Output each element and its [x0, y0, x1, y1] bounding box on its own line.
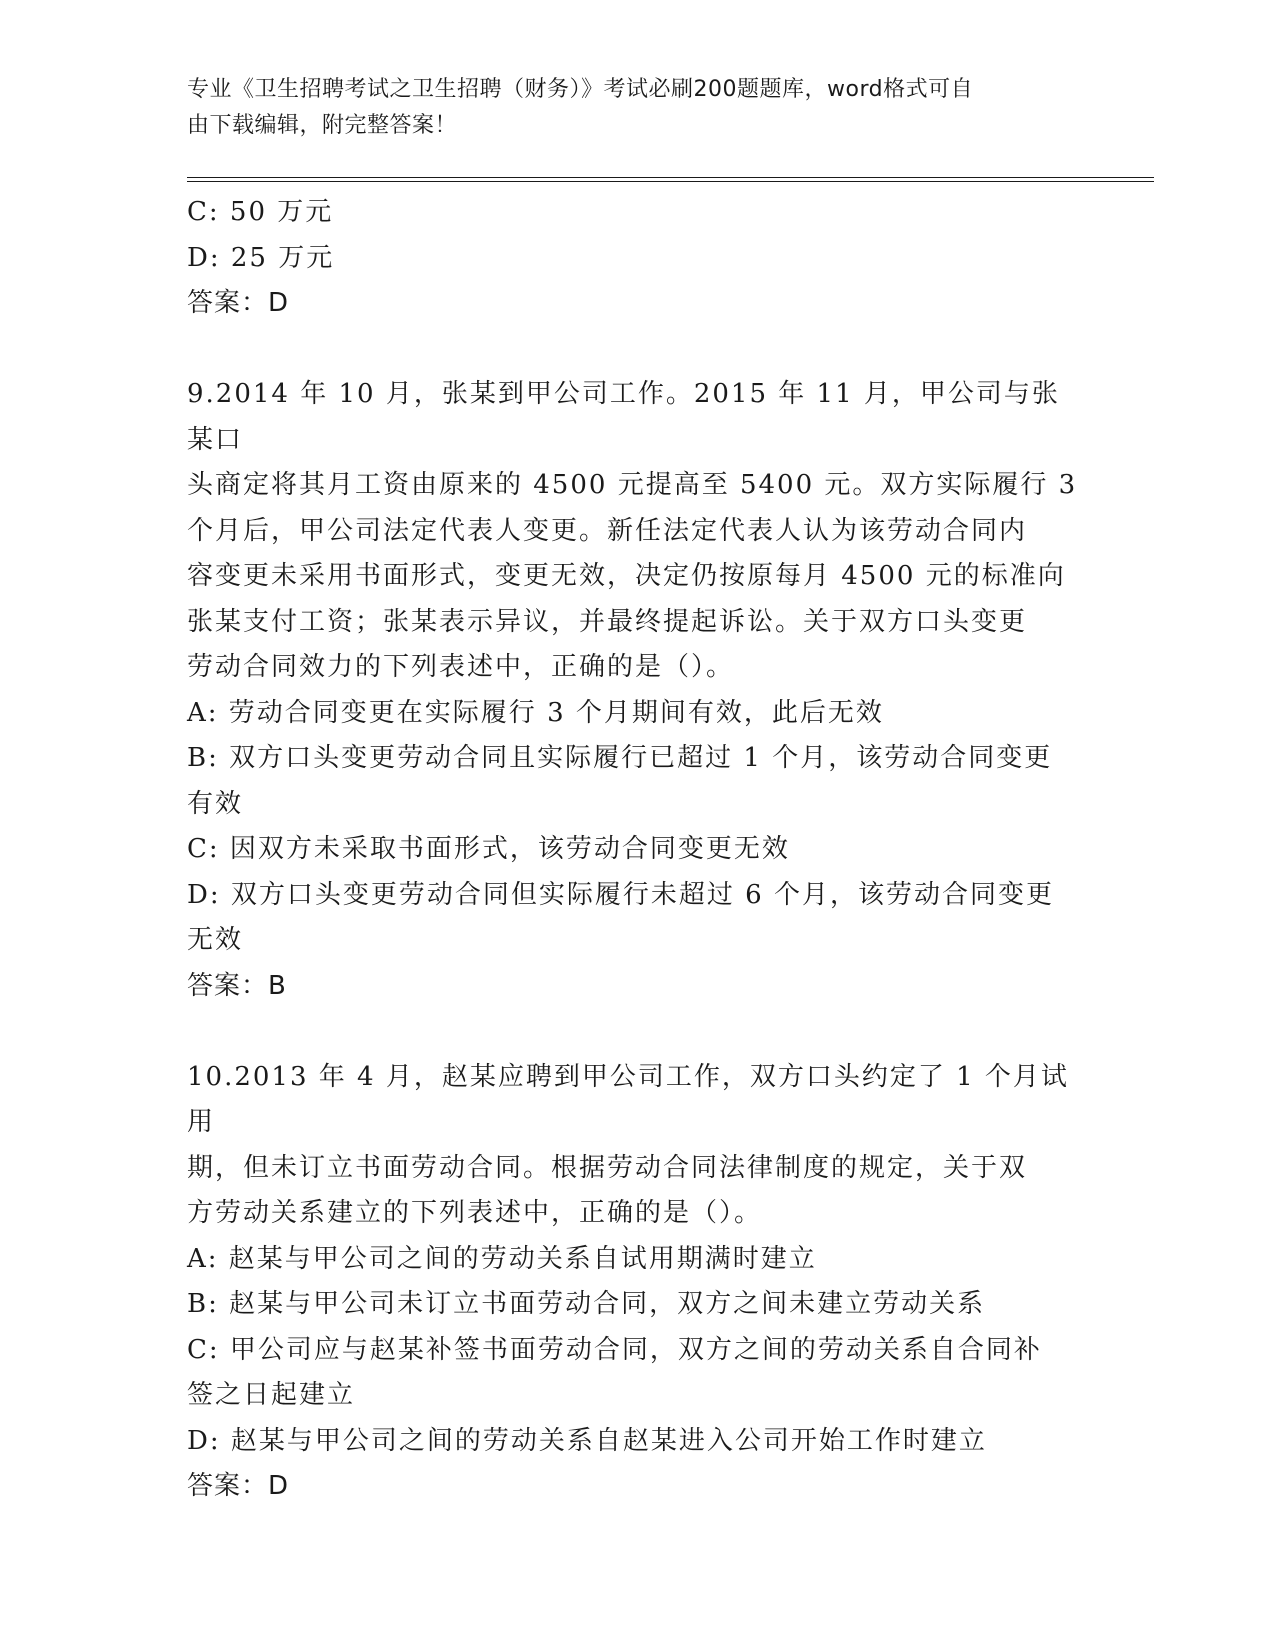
- option-b-continued: 有效: [187, 788, 244, 819]
- question-stem-line: 容变更未采用书面形式，变更无效，决定仍按原每月 4500 元的标准向: [187, 561, 1066, 591]
- option-d: D: 25 万元: [187, 242, 335, 273]
- question-stem-line: 张某支付工资；张某表示异议，并最终提起诉讼。关于双方口头变更: [187, 606, 1028, 637]
- question-10: [187, 1055, 1087, 1510]
- option-d: D: 赵某与甲公司之间的劳动关系自赵某进入公司开始工作时建立: [187, 1425, 987, 1456]
- spacer: [187, 327, 1087, 373]
- document-body: [187, 190, 1087, 1510]
- question-stem-line: 头商定将其月工资由原来的 4500 元提高至 5400 元。双方实际履行 3: [187, 470, 1078, 500]
- option-c: C: 甲公司应与赵某补签书面劳动合同，双方之间的劳动关系自合同补: [187, 1334, 1042, 1365]
- option-c: C: 50 万元: [187, 197, 334, 227]
- document-header: [187, 72, 1067, 144]
- answer-line: 答案：B: [187, 970, 287, 1001]
- question-9: [187, 372, 1087, 1009]
- option-d-continued: 无效: [187, 925, 244, 955]
- answer-line: 答案：D: [187, 1471, 290, 1501]
- option-b: B: 赵某与甲公司未订立书面劳动合同，双方之间未建立劳动关系: [187, 1289, 986, 1319]
- option-c: C: 因双方未采取书面形式，该劳动合同变更无效: [187, 834, 790, 864]
- question-stem-line: 期，但未订立书面劳动合同。根据劳动合同法律制度的规定，关于双: [187, 1152, 1028, 1183]
- question-stem-line: 个月后，甲公司法定代表人变更。新任法定代表人认为该劳动合同内: [187, 515, 1028, 546]
- header-title-line-1: 专业《卫生招聘考试之卫生招聘（财务）》考试必刷200题题库，word格式可自: [187, 77, 974, 102]
- previous-question-tail: [187, 190, 1087, 327]
- question-stem-line: 9.2014 年 10 月，张某到甲公司工作。2015 年 11 月，甲公司与张某口: [187, 379, 1060, 455]
- option-d: D: 双方口头变更劳动合同但实际履行未超过 6 个月，该劳动合同变更: [187, 879, 1054, 910]
- header-title-line-2: 由下载编辑，附完整答案！: [187, 113, 458, 138]
- header-divider: [187, 177, 1154, 182]
- question-stem-line: 方劳动关系建立的下列表述中，正确的是（）。: [187, 1198, 763, 1228]
- option-b: B: 双方口头变更劳动合同且实际履行已超过 1 个月，该劳动合同变更: [187, 743, 1053, 773]
- option-a: A: 赵某与甲公司之间的劳动关系自试用期满时建立: [187, 1243, 817, 1274]
- option-a: A: 劳动合同变更在实际履行 3 个月期间有效，此后无效: [187, 697, 884, 728]
- spacer: [187, 1009, 1087, 1055]
- question-stem-line: 10.2013 年 4 月，赵某应聘到甲公司工作，双方口头约定了 1 个月试用: [187, 1061, 1069, 1137]
- question-stem-line: 劳动合同效力的下列表述中，正确的是（）。: [187, 652, 735, 682]
- option-c-continued: 签之日起建立: [187, 1380, 356, 1410]
- answer-line: 答案：D: [187, 288, 290, 318]
